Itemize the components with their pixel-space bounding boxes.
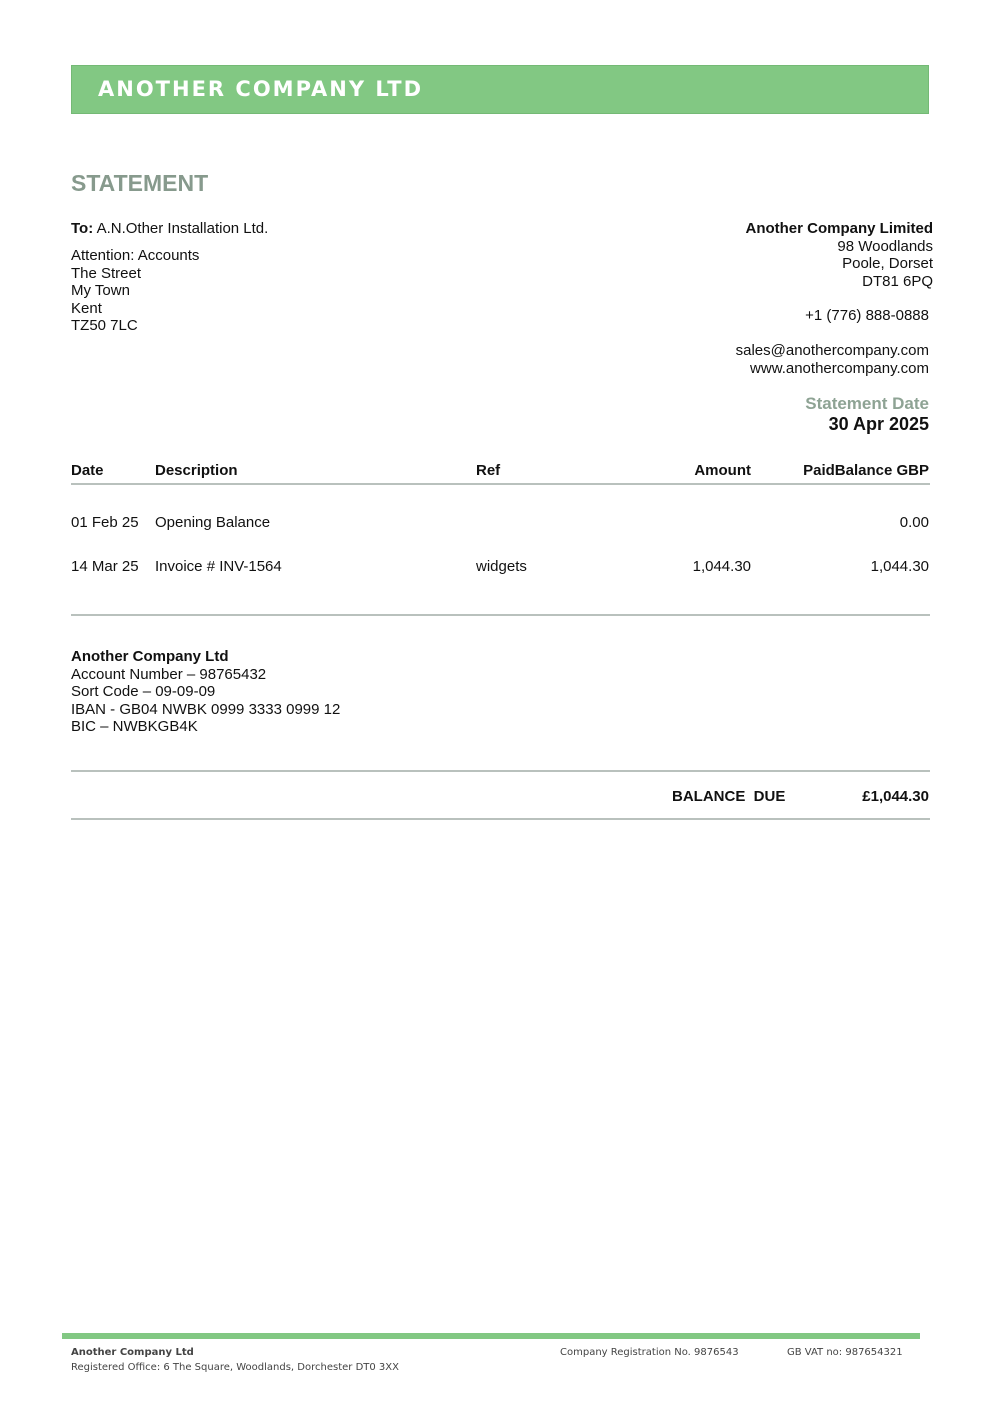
- recipient-address-block: [71, 247, 199, 335]
- column-header-paid-balance: PaidBalance GBP: [803, 462, 929, 479]
- sender-address-line: 98 Woodlands: [837, 237, 933, 255]
- footer-accent-bar: [62, 1333, 920, 1339]
- row-balance: 0.00: [899, 514, 929, 531]
- sender-address-line: DT81 6PQ: [862, 272, 933, 290]
- balance-due-label: BALANCE DUE: [672, 788, 786, 805]
- sender-address-line: Poole, Dorset: [842, 255, 933, 272]
- balance-due-value: £1,044.30: [862, 788, 929, 805]
- column-header-ref: Ref: [476, 462, 501, 479]
- column-header-amount: Amount: [694, 462, 751, 479]
- recipient-address-line: TZ50 7LC: [71, 317, 138, 334]
- bank-account-name: Another Company Ltd: [71, 648, 229, 665]
- sender-phone: +1 (776) 888-0888: [805, 307, 929, 324]
- bank-detail-line: IBAN - GB04 NWBK 0999 3333 0999 12: [71, 700, 341, 718]
- document-title: STATEMENT: [71, 170, 209, 196]
- balance-due-bottom-rule: [71, 818, 930, 820]
- sender-email[interactable]: sales@anothercompany.com: [735, 342, 929, 359]
- balance-due-top-rule: [71, 770, 930, 772]
- company-banner-text: ANOTHER COMPANY LTD: [98, 77, 424, 101]
- column-header-date: Date: [71, 462, 104, 479]
- bank-details-block: [71, 648, 340, 736]
- recipient-attention: Attention: Accounts: [71, 247, 200, 264]
- bank-detail-line: Sort Code – 09-09-09: [71, 683, 216, 700]
- table-row: [0, 514, 1000, 534]
- statement-date-label: Statement Date: [805, 394, 929, 413]
- to-label: To:: [71, 220, 94, 237]
- row-balance: 1,044.30: [870, 558, 929, 575]
- footer-company-name: Another Company Ltd: [71, 1347, 194, 1358]
- table-footer-rule: [71, 614, 930, 616]
- recipient-line: [71, 220, 268, 238]
- footer-registered-office: Registered Office: 6 The Square, Woodlands, Dorchester DT0 3XX: [71, 1362, 399, 1373]
- table-header-rule: [71, 483, 930, 485]
- table-row: [0, 558, 1000, 578]
- statement-date-value: 30 Apr 2025: [828, 414, 929, 434]
- row-description: Invoice # INV-1564: [155, 558, 282, 575]
- sender-name: Another Company Limited: [745, 220, 933, 237]
- recipient-address-line: The Street: [71, 264, 142, 282]
- sender-address-block: [745, 220, 933, 290]
- recipient-address-line: My Town: [71, 282, 130, 299]
- bank-detail-line: Account Number – 98765432: [71, 665, 267, 683]
- column-header-description: Description: [155, 462, 238, 479]
- row-ref: widgets: [476, 558, 527, 575]
- recipient-name: A.N.Other Installation Ltd.: [96, 220, 269, 237]
- row-amount: 1,044.30: [692, 558, 751, 575]
- row-date: 01 Feb 25: [71, 514, 139, 531]
- footer-vat-number: GB VAT no: 987654321: [787, 1347, 903, 1358]
- bank-detail-line: BIC – NWBKGB4K: [71, 718, 198, 735]
- sender-website[interactable]: www.anothercompany.com: [750, 359, 929, 377]
- sender-contact-block: [736, 342, 929, 377]
- footer-company-registration: Company Registration No. 9876543: [560, 1347, 739, 1358]
- company-banner: [71, 65, 929, 114]
- recipient-address-line: Kent: [71, 299, 102, 317]
- row-date: 14 Mar 25: [71, 558, 139, 575]
- row-description: Opening Balance: [155, 514, 271, 531]
